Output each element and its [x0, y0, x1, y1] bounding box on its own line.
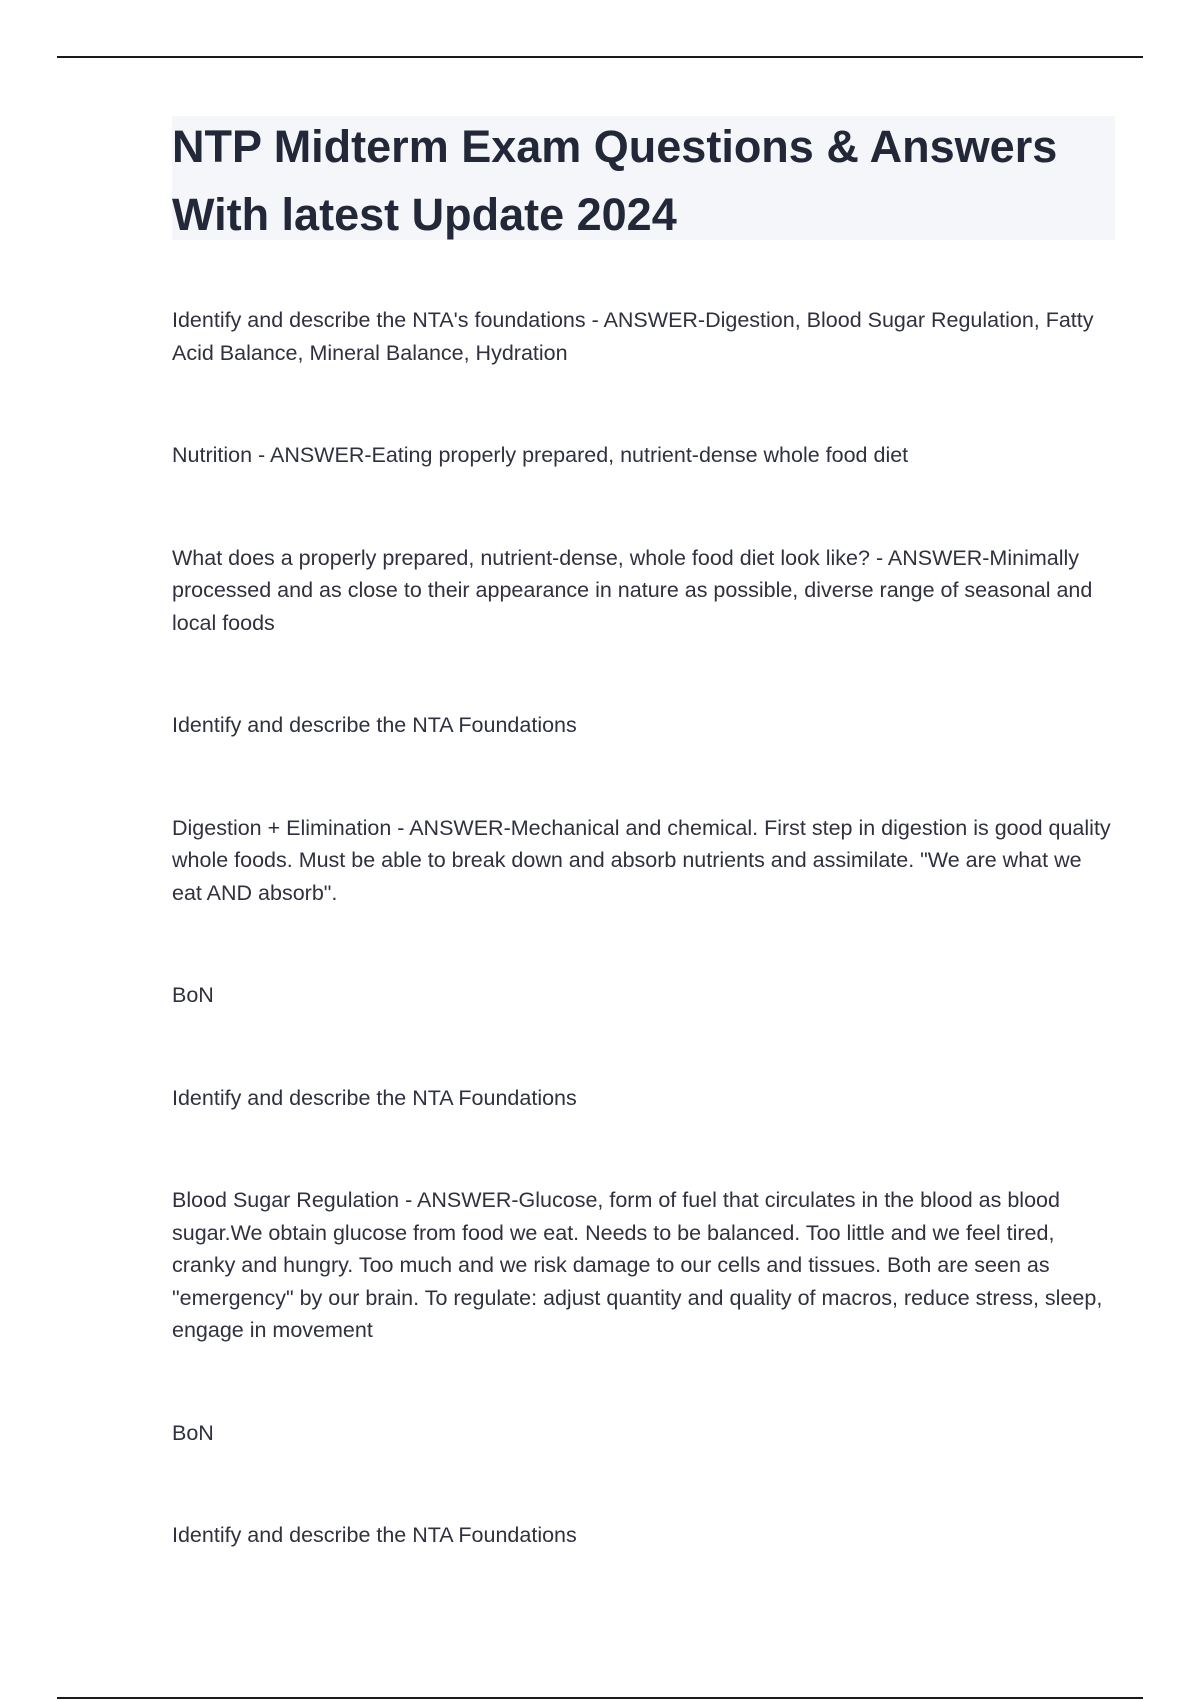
qa-entry: Identify and describe the NTA Foundations	[172, 1085, 577, 1110]
qa-entry: Identify and describe the NTA's foundations - ANSWER-Digestion, Blood Sugar Regulation, Fatty Acid Balance, Mineral Balance, Hydration	[172, 308, 1094, 365]
qa-entry: Nutrition - ANSWER-Eating properly prepared, nutrient-dense whole food diet	[172, 443, 909, 467]
qa-entry: Identify and describe the NTA Foundations	[172, 1523, 577, 1547]
qa-entry: Blood Sugar Regulation - ANSWER-Glucose, form of fuel that circulates in the blood as blood sugar.We obtain glucose from food we eat. Needs to be balanced. Too little and we feel tired, cranky and hungry. Too much and we risk damage to our cells and tissues. Both are seen as "emergency" by our brain. To regulate: adjust quantity and quality of macros, reduce stress, sleep, engage in movement	[172, 1188, 1103, 1342]
qa-entry: Identify and describe the NTA Foundations	[172, 713, 577, 737]
bottom-divider	[57, 1697, 1143, 1699]
document-title: NTP Midterm Exam Questions & Answers With latest Update 2024	[172, 121, 1058, 240]
qa-entry: Digestion + Elimination - ANSWER-Mechanical and chemical. First step in digestion is good quality whole foods. Must be able to break down and absorb nutrients and assimilate. "We are what we eat AND absorb".	[172, 815, 1111, 905]
qa-entry: BoN	[172, 983, 214, 1007]
top-divider	[57, 56, 1143, 58]
qa-entry: BoN	[172, 1420, 214, 1445]
qa-list	[172, 304, 1117, 1552]
qa-entry: What does a properly prepared, nutrient-dense, whole food diet look like? - ANSWER-Minimally processed and as close to their appearance in nature as possible, diverse range of seasonal and local foods	[172, 545, 1093, 635]
